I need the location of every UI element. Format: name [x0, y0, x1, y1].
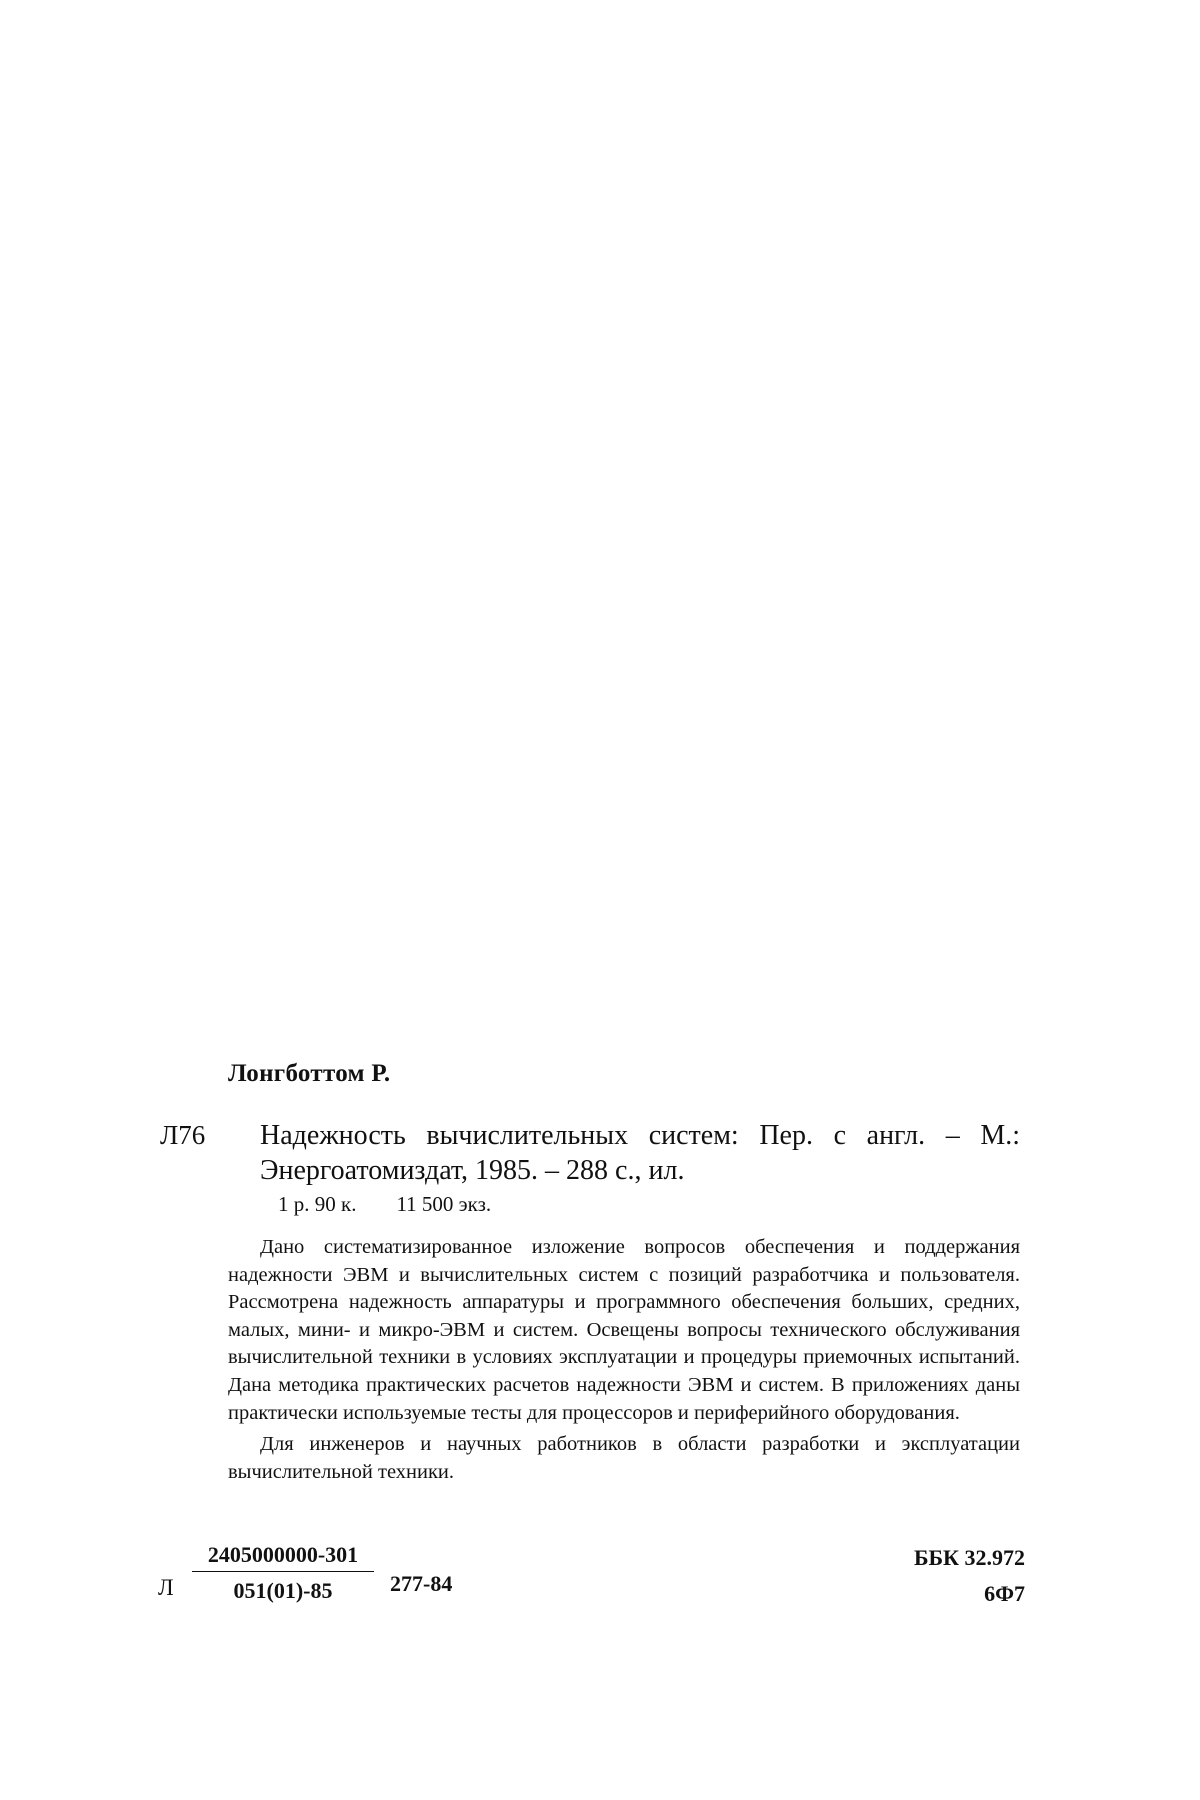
index-code-denominator: 051(01)-85 [233, 1578, 333, 1603]
abstract [228, 1234, 1020, 1486]
print-run: 11 500 экз. [396, 1192, 492, 1216]
classification-block [890, 1540, 1025, 1612]
bbk-code: ББК 32.972 [913, 1545, 1025, 1570]
price: 1 р. 90 к. [278, 1192, 357, 1216]
index-code-fraction [192, 1542, 374, 1604]
index-code-prefix: Л [158, 1575, 174, 1600]
author-name: Лонгботтом Р. [228, 1060, 391, 1087]
classification-code: 6Ф7 [984, 1581, 1025, 1606]
index-code-numerator: 2405000000-301 [192, 1542, 374, 1572]
index-code-suffix: 277-84 [390, 1571, 453, 1596]
abstract-paragraph-audience: Для инженеров и научных работников в области разработки и эксплуатации вычислительной техники. [228, 1433, 1020, 1483]
abstract-paragraph-description: Дано систематизированное изложение вопросов обеспечения и поддержания надежности ЭВМ и вычислительных систем с позиций разработчика и пользователя. Рассмотрена надежность аппаратуры и программного обеспечения больших, средних, малых, мини- и микро-ЭВМ и систем. Освещены вопросы технического обслуживания вычислительной техники в условиях эксплуатации и процедуры приемочных испытаний. Дана методика практических расчетов надежности ЭВМ и систем. В приложениях даны практически используемые тесты для процессоров и периферийного оборудования. [228, 1236, 1020, 1424]
price-line [278, 1192, 491, 1217]
catalog-code: Л76 [160, 1120, 206, 1150]
bibliographic-record: Надежность вычислительных систем: Пер. с англ. – М.: Энергоатомиздат, 1985. – 288 с., ил. [260, 1120, 1020, 1186]
